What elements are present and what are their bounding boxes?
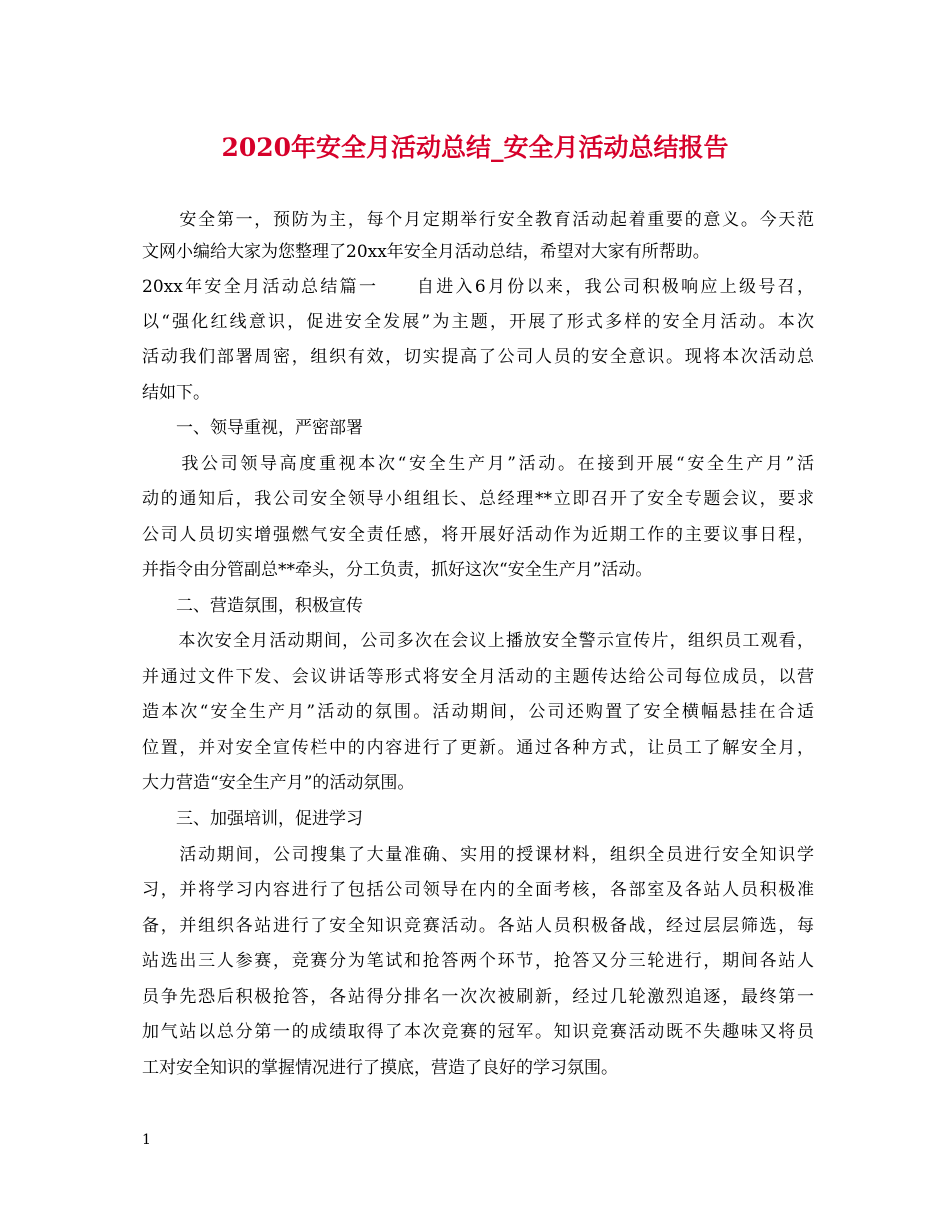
body-line-10: 公司人员切实增强燃气安全责任感，将开展好活动作为近期工作的主要议事日程， [142,525,814,545]
body-line-15: 造本次“安全生产月”活动的氛围。活动期间，公司还购置了安全横幅悬挂在合适 [142,702,814,722]
body-line-2: 文网小编给大家为您整理了20xx年安全月活动总结，希望对大家有所帮助。 [142,242,710,262]
body-line-19: 活动期间，公司搜集了大量准确、实用的授课材料，组织全员进行安全知识学 [142,845,814,865]
body-line-3: 20xx年安全月活动总结篇一 自进入6月份以来，我公司积极响应上级号召， [142,277,814,297]
body-line-8: 我公司领导高度重视本次“安全生产月”活动。在接到开展“安全生产月”活 [142,454,814,474]
body-line-24: 加气站以总分第一的成绩取得了本次竞赛的冠军。知识竞赛活动既不失趣味又将员 [142,1022,814,1042]
body-line-17: 大力营造“安全生产月”的活动氛围。 [142,773,415,793]
body-line-5: 活动我们部署周密，组织有效，切实提高了公司人员的安全意识。现将本次活动总 [142,347,814,367]
body-line-14: 并通过文件下发、会议讲话等形式将安全月活动的主题传达给公司每位成员，以营 [142,667,814,687]
section-heading-3: 三、加强培训，促进学习 [142,809,363,829]
document-title: 2020年安全月活动总结_安全月活动总结报告 [221,133,729,162]
body-line-16: 位置，并对安全宣传栏中的内容进行了更新。通过各种方式，让员工了解安全月， [142,738,814,758]
page-number: 1 [142,1132,151,1148]
body-line-21: 备，并组织各站进行了安全知识竞赛活动。各站人员积极备战，经过层层筛选，每 [142,916,814,936]
body-line-23: 员争先恐后积极抢答，各站得分排名一次次被刷新，经过几轮激烈追逐，最终第一 [142,987,814,1007]
body-line-22: 站选出三人参赛，竞赛分为笔试和抢答两个环节，抢答又分三轮进行，期间各站人 [142,951,814,971]
section-heading-2: 二、营造氛围，积极宣传 [142,596,363,616]
body-line-9: 动的通知后，我公司安全领导小组组长、总经理**立即召开了安全专题会议，要求 [142,489,814,509]
body-line-13: 本次安全月活动期间，公司多次在会议上播放安全警示宣传片，组织员工观看， [142,631,814,651]
body-line-4: 以“强化红线意识，促进安全发展”为主题，开展了形式多样的安全月活动。本次 [142,312,814,332]
body-line-20: 习，并将学习内容进行了包括公司领导在内的全面考核，各部室及各站人员积极准 [142,880,814,900]
body-line-1: 安全第一，预防为主，每个月定期举行安全教育活动起着重要的意义。今天范 [142,210,814,230]
body-line-11: 并指令由分管副总**牵头，分工负责，抓好这次“安全生产月”活动。 [142,560,653,580]
body-line-6: 结如下。 [142,383,210,403]
body-line-25: 工对安全知识的掌握情况进行了摸底，营造了良好的学习氛围。 [142,1058,618,1078]
section-heading-1: 一、领导重视，严密部署 [142,418,363,438]
